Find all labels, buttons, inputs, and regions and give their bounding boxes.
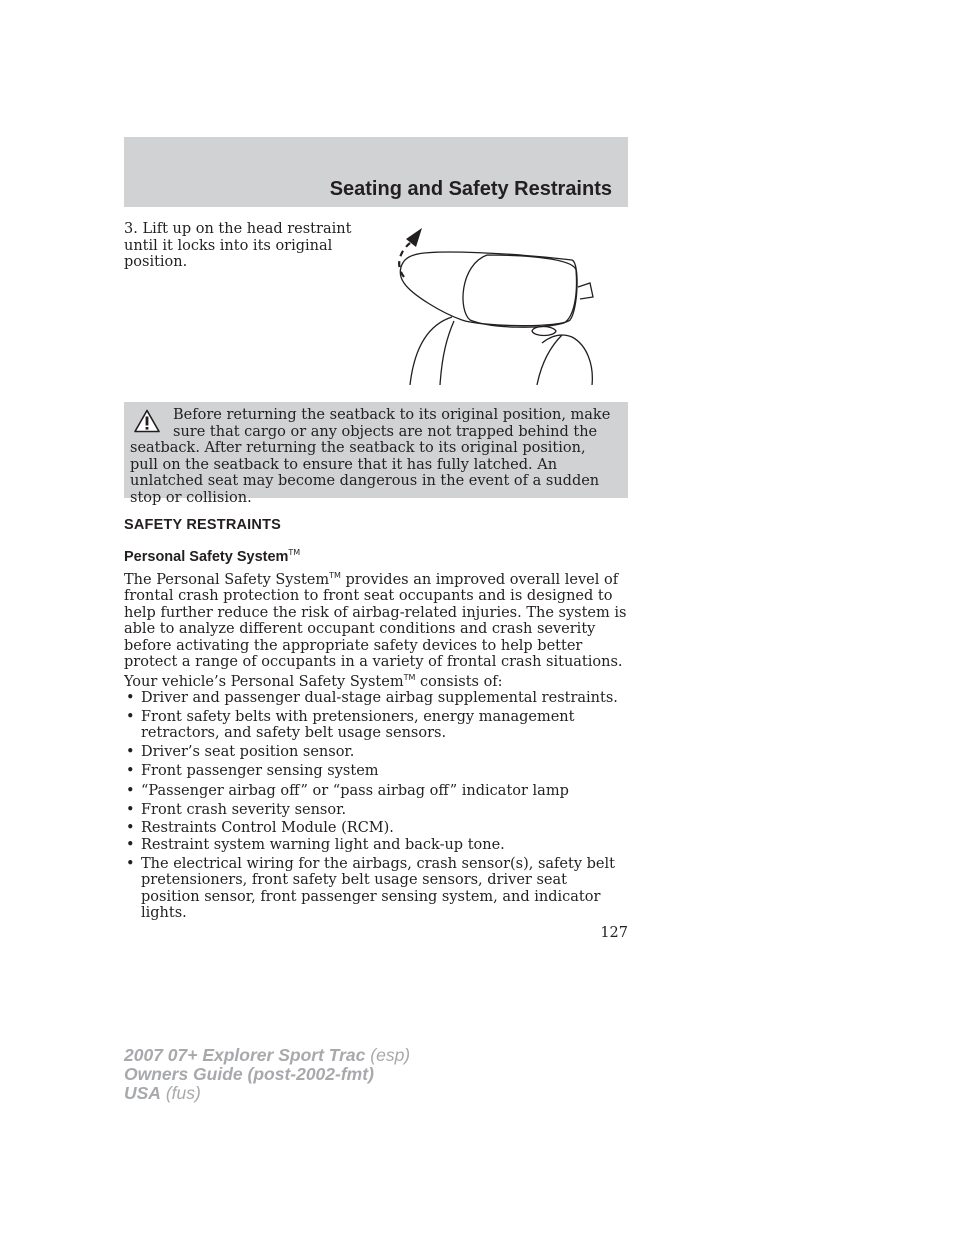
- footer-line-1: [124, 1046, 410, 1065]
- document-footer: [124, 1046, 410, 1103]
- warning-text-rest: After returning the seatback to its original position, pull on the seatback to ensure that it has fully latched. An unlatched seat may become dangerous in the event of a sudden stop or collision.: [130, 440, 600, 506]
- list-item-text: Front crash severity sensor.: [141, 802, 347, 818]
- footer-model: 2007 07+ Explorer Sport Trac: [124, 1045, 366, 1065]
- trademark-mark: TM: [288, 548, 301, 557]
- list-item: [124, 802, 630, 819]
- intro-part2: provides an improved overall level of frontal crash protection to front seat occupants and is designed to help further reduce the risk of airbag-related injuries. The system is able to analyze different occupant conditions and crash severity before activating the appropriate safety devices to help better protect a range of occupants in a variety of frontal crash situations.: [124, 571, 627, 671]
- warning-box: [124, 402, 628, 506]
- list-item-text: Driver and passenger dual-stage airbag supplemental restraints.: [141, 690, 618, 706]
- section-heading: SAFETY RESTRAINTS: [124, 517, 282, 533]
- list-item: [124, 709, 630, 742]
- page-number: 127: [600, 925, 628, 941]
- trademark-mark: TM: [329, 571, 341, 580]
- list-item: [124, 744, 630, 761]
- list-item: [124, 820, 630, 837]
- footer-line-3: [124, 1084, 410, 1103]
- footer-guide: Owners Guide (post-2002-fmt): [124, 1064, 374, 1084]
- intro-part1: The Personal Safety System: [124, 571, 330, 588]
- consists-part2: consists of:: [415, 673, 503, 690]
- list-item-text: “Passenger airbag off” or “pass airbag off” indicator lamp: [141, 782, 569, 799]
- section-header-band: [124, 137, 628, 207]
- bullet-dot: •: [126, 743, 135, 760]
- bullet-dot: •: [126, 802, 135, 818]
- list-item-text: Driver’s seat position sensor.: [141, 743, 355, 760]
- section-title: Seating and Safety Restraints: [329, 178, 612, 200]
- bullet-dot: •: [126, 782, 135, 799]
- consists-paragraph: [124, 670, 630, 690]
- bullet-dot: •: [126, 763, 135, 779]
- bullet-dot: •: [126, 708, 135, 725]
- components-list: [124, 690, 630, 922]
- warning-text-first: Before returning the seatback to its original position, make sure that cargo or any objects are not trapped behind the seatback.: [130, 407, 611, 456]
- list-item: [124, 690, 630, 707]
- list-item-text: The electrical wiring for the airbags, crash sensor(s), safety belt pretensioners, front safety belt usage sensors, driver seat position sensor, front passenger sensing system, and indicator lights.: [141, 855, 615, 921]
- bullet-dot: •: [126, 690, 135, 706]
- list-item-text: Front safety belts with pretensioners, energy management retractors, and safety belt usage sensors.: [141, 708, 575, 741]
- list-item-text: Restraint system warning light and back-up tone.: [141, 837, 505, 853]
- consists-part1: Your vehicle’s Personal Safety System: [124, 673, 404, 690]
- list-item: [124, 856, 630, 922]
- footer-market: USA: [124, 1083, 161, 1103]
- list-item: [124, 763, 630, 780]
- head-restraint-illustration: [392, 225, 602, 385]
- warning-text: [130, 407, 616, 506]
- subsection-heading-text: Personal Safety System: [124, 548, 289, 565]
- list-item-text: Restraints Control Module (RCM).: [141, 819, 394, 836]
- footer-line-2: [124, 1065, 410, 1084]
- step-3-text: 3. Lift up on the head restraint until it locks into its original position.: [124, 221, 352, 270]
- bullet-dot: •: [126, 819, 135, 836]
- footer-model-code: (esp): [365, 1045, 411, 1065]
- intro-paragraph: [124, 568, 630, 671]
- bullet-dot: •: [126, 837, 135, 853]
- subsection-heading: [124, 548, 300, 565]
- trademark-mark: TM: [403, 673, 416, 682]
- bullet-dot: •: [126, 855, 135, 872]
- list-item-text: Front passenger sensing system: [141, 763, 379, 779]
- list-item: [124, 837, 630, 854]
- footer-market-code: (fus): [160, 1083, 201, 1103]
- list-item: [124, 783, 630, 800]
